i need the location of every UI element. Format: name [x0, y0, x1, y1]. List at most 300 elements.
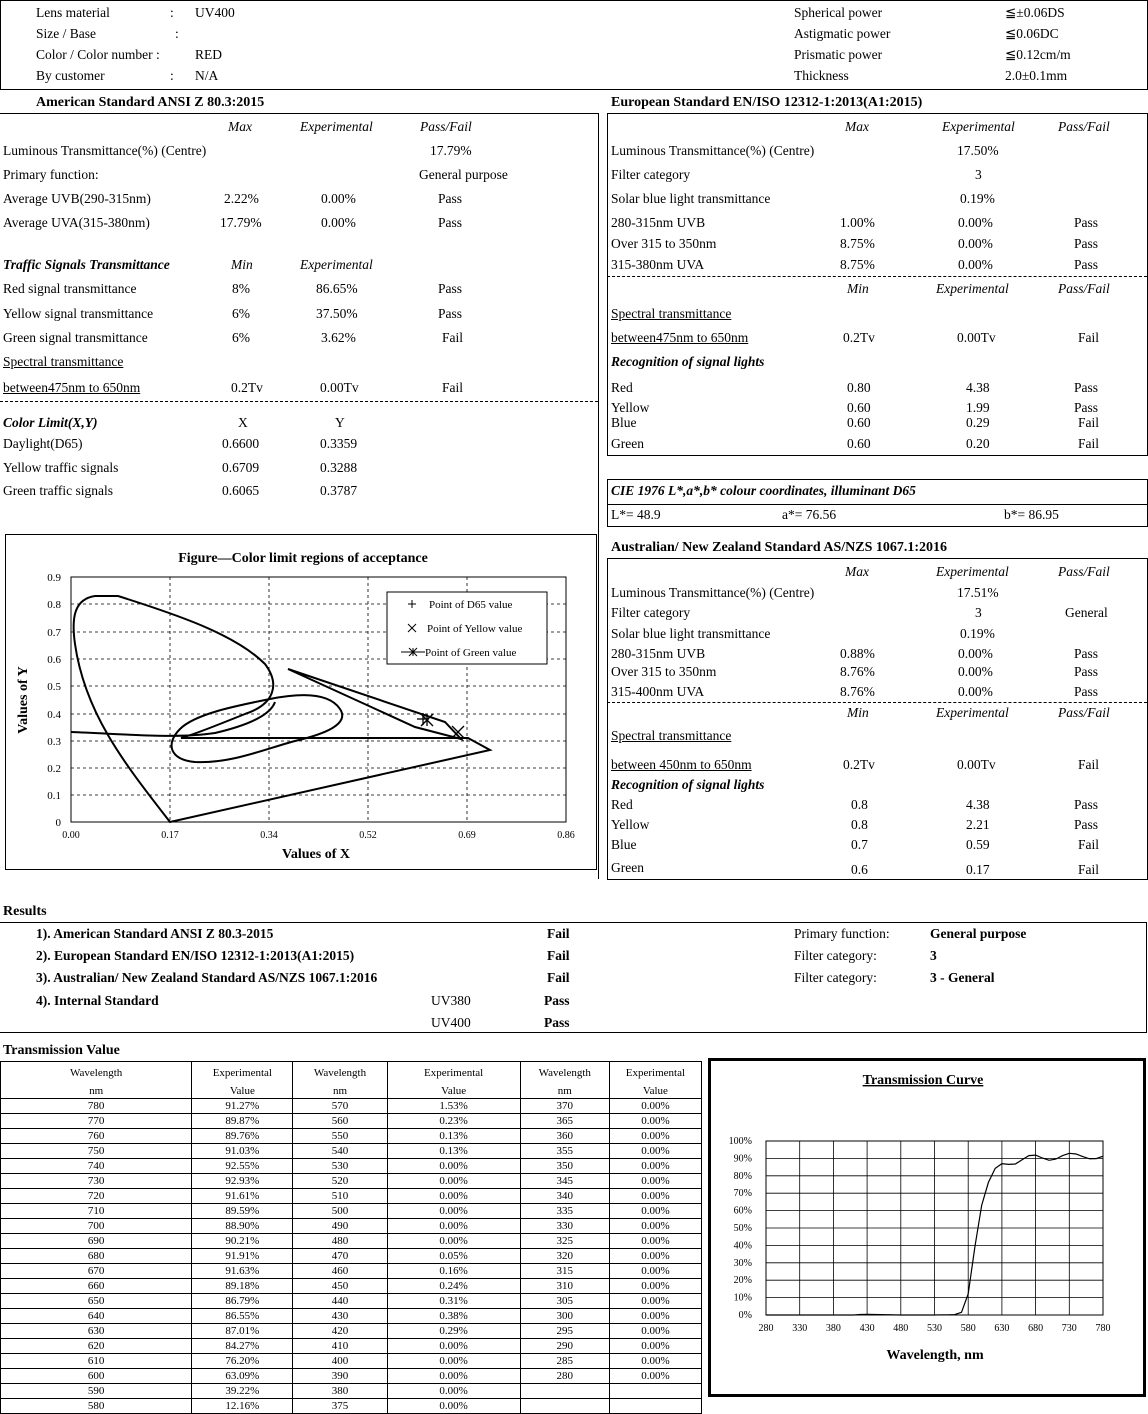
table-cell: 410 — [293, 1339, 387, 1354]
color-number-label: Color / Color number : — [36, 47, 160, 62]
en-yellow-min: 0.60 — [847, 400, 871, 415]
table-cell: 285 — [520, 1354, 609, 1369]
ansi-title: American Standard ANSI Z 80.3:2015 — [36, 95, 265, 110]
en-uva-exp: 0.00% — [958, 257, 993, 272]
green-traffic-x: 0.6065 — [222, 483, 260, 498]
table-cell: 91.27% — [192, 1099, 293, 1114]
en-solar-label: Solar blue light transmittance — [611, 191, 771, 206]
table-cell: 320 — [520, 1249, 609, 1264]
ansi-green-exp: 3.62% — [321, 330, 356, 345]
curve-y-tick: 20% — [733, 1275, 752, 1287]
result-row-4-label: 4). Internal Standard — [36, 993, 159, 1008]
y-tick: 0.2 — [47, 763, 61, 775]
ansi-spectral-label: Spectral transmittance — [3, 354, 124, 369]
ansi-yellow-pf: Pass — [438, 306, 463, 321]
table-cell: 490 — [293, 1219, 387, 1234]
cie-a-value: a*= 76.56 — [782, 507, 837, 522]
en-col-pf2: Pass/Fail — [1058, 281, 1110, 296]
table-cell: 350 — [520, 1159, 609, 1174]
aus-blue-min: 0.7 — [851, 837, 868, 852]
table-cell: 12.16% — [192, 1399, 293, 1414]
result-row-5-sub: UV400 — [431, 1015, 471, 1030]
table-cell: 0.05% — [387, 1249, 520, 1264]
curve-x-tick: 630 — [994, 1323, 1010, 1334]
table-cell: nm — [520, 1084, 609, 1099]
table-cell: 630 — [1, 1324, 192, 1339]
spherical-power-value: ≦±0.06DS — [1005, 5, 1065, 20]
table-cell: 710 — [1, 1204, 192, 1219]
table-cell: 0.16% — [387, 1264, 520, 1279]
y-tick: 0.9 — [47, 572, 61, 584]
x-tick: 0.69 — [458, 830, 476, 841]
cie-b-value: b*= 86.95 — [1004, 507, 1059, 522]
en-over-exp: 0.00% — [958, 236, 993, 251]
lens-material-value: UV400 — [195, 5, 235, 20]
en-red-label: Red — [611, 380, 633, 395]
ansi-primary-value: General purpose — [419, 167, 508, 182]
table-cell: 355 — [520, 1144, 609, 1159]
aus-col-min: Min — [847, 705, 869, 720]
aus-uva-pf: Pass — [1074, 684, 1099, 699]
result-filter-value: 3 — [930, 948, 937, 963]
table-cell: 345 — [520, 1174, 609, 1189]
ansi-red-label: Red signal transmittance — [3, 281, 137, 296]
en-lum-label: Luminous Transmittance(%) (Centre) — [611, 143, 815, 158]
table-cell: 365 — [520, 1114, 609, 1129]
table-cell: 91.91% — [192, 1249, 293, 1264]
result-row-4-sub: UV380 — [431, 993, 471, 1008]
curve-xlabel: Wavelength, nm — [886, 1348, 984, 1363]
aus-over-label: Over 315 to 350nm — [611, 664, 717, 679]
ansi-col-min: Min — [231, 257, 253, 272]
lens-material-label: Lens material — [36, 5, 110, 20]
table-row — [1, 1249, 702, 1264]
by-customer-label: By customer — [36, 68, 105, 83]
ansi-red-exp: 86.65% — [316, 281, 358, 296]
table-cell: 590 — [1, 1384, 192, 1399]
table-cell: 480 — [293, 1234, 387, 1249]
table-cell: 0.23% — [387, 1114, 520, 1129]
size-base-label: Size / Base — [36, 26, 96, 41]
ansi-traffic-title: Traffic Signals Transmittance — [3, 257, 170, 272]
table-row — [1, 1144, 702, 1159]
results-title: Results — [3, 904, 47, 919]
table-row — [1, 1354, 702, 1369]
table-cell: 530 — [293, 1159, 387, 1174]
table-cell: 84.27% — [192, 1339, 293, 1354]
result-filter2-label: Filter category: — [794, 970, 877, 985]
table-cell: 86.79% — [192, 1294, 293, 1309]
y-tick: 0.6 — [47, 654, 61, 666]
by-customer-colon: : — [170, 68, 174, 83]
cie-title: CIE 1976 L*,a*,b* colour coordinates, illuminant D65 — [611, 483, 916, 498]
table-cell: 0.00% — [609, 1174, 701, 1189]
result-row-5-value: Pass — [544, 1015, 570, 1030]
table-row — [1, 1159, 702, 1174]
thickness-label: Thickness — [794, 68, 849, 83]
curve-y-tick: 30% — [733, 1257, 752, 1269]
table-row — [1, 1219, 702, 1234]
ansi-uvb-exp: 0.00% — [321, 191, 356, 206]
aus-lum-label: Luminous Transmittance(%) (Centre) — [611, 585, 815, 600]
en-yellow-label: Yellow — [611, 400, 650, 415]
aus-over-exp: 0.00% — [958, 664, 993, 679]
x-tick: 0.52 — [359, 830, 377, 841]
table-row — [1, 1384, 702, 1399]
ansi-col-pf: Pass/Fail — [420, 119, 472, 134]
table-cell: 315 — [520, 1264, 609, 1279]
aus-col-exp2: Experimental — [936, 705, 1009, 720]
ansi-red-min: 8% — [232, 281, 250, 296]
en-red-pf: Pass — [1074, 380, 1099, 395]
aus-lum-value: 17.51% — [957, 585, 999, 600]
table-cell: 300 — [520, 1309, 609, 1324]
ansi-uva-exp: 0.00% — [321, 215, 356, 230]
aus-yellow-exp: 2.21 — [966, 817, 990, 832]
aus-red-min: 0.8 — [851, 797, 868, 812]
curve-x-tick: 580 — [960, 1323, 976, 1334]
table-cell: 560 — [293, 1114, 387, 1129]
en-red-min: 0.80 — [847, 380, 871, 395]
green-traffic-y: 0.3787 — [320, 483, 358, 498]
curve-x-tick: 380 — [825, 1323, 841, 1334]
table-cell: 0.00% — [609, 1159, 701, 1174]
table-cell: 340 — [520, 1189, 609, 1204]
table-cell: 76.20% — [192, 1354, 293, 1369]
aus-title: Australian/ New Zealand Standard AS/NZS 1067.1:2016 — [611, 540, 948, 555]
ansi-lum-label: Luminous Transmittance(%) (Centre) — [3, 143, 207, 158]
table-row — [1, 1099, 702, 1114]
aus-col-max: Max — [845, 564, 869, 579]
table-cell: 470 — [293, 1249, 387, 1264]
table-cell: 0.00% — [609, 1249, 701, 1264]
table-cell: 0.00% — [387, 1339, 520, 1354]
en-col-max: Max — [845, 119, 869, 134]
aus-spectral-label: Spectral transmittance — [611, 728, 732, 743]
table-cell: 39.22% — [192, 1384, 293, 1399]
curve-title: Transmission Curve — [862, 1073, 984, 1088]
table-cell: 87.01% — [192, 1324, 293, 1339]
table-cell: 460 — [293, 1264, 387, 1279]
table-cell: 91.63% — [192, 1264, 293, 1279]
y-tick: 0.5 — [47, 681, 61, 693]
table-cell: 450 — [293, 1279, 387, 1294]
table-cell: 92.55% — [192, 1159, 293, 1174]
aus-col-exp: Experimental — [936, 564, 1009, 579]
table-cell: 0.00% — [387, 1369, 520, 1384]
y-tick: 0.3 — [47, 736, 61, 748]
result-filter2-value: 3 - General — [930, 970, 995, 985]
en-green-min: 0.60 — [847, 436, 871, 451]
table-cell: 670 — [1, 1264, 192, 1279]
en-spectral-label: Spectral transmittance — [611, 306, 732, 321]
legend-yellow-label: Point of Yellow value — [427, 623, 523, 635]
table-cell: 390 — [293, 1369, 387, 1384]
en-blue-exp: 0.29 — [966, 415, 990, 430]
en-col-pf: Pass/Fail — [1058, 119, 1110, 134]
curve-x-tick: 680 — [1028, 1323, 1044, 1334]
green-traffic-label: Green traffic signals — [3, 483, 113, 498]
ansi-uva-max: 17.79% — [220, 215, 262, 230]
curve-y-tick: 100% — [728, 1136, 752, 1147]
table-cell: 0.00% — [609, 1144, 701, 1159]
cie-l-value: L*= 48.9 — [611, 507, 661, 522]
daylight-y: 0.3359 — [320, 436, 358, 451]
x-tick: 0.34 — [260, 830, 278, 841]
ansi-col-exp2: Experimental — [300, 257, 373, 272]
table-cell: 0.00% — [609, 1234, 701, 1249]
en-lum-value: 17.50% — [957, 143, 999, 158]
en-title: European Standard EN/ISO 12312-1:2013(A1:2015) — [611, 95, 923, 110]
color-number-value: RED — [195, 47, 222, 62]
table-cell: 370 — [520, 1099, 609, 1114]
table-cell: 290 — [520, 1339, 609, 1354]
table-cell — [520, 1399, 609, 1414]
table-cell: 89.76% — [192, 1129, 293, 1144]
curve-y-tick: 0% — [738, 1310, 752, 1321]
table-cell: 770 — [1, 1114, 192, 1129]
en-between-exp: 0.00Tv — [957, 330, 996, 345]
table-row — [1, 1309, 702, 1324]
table-cell: 570 — [293, 1099, 387, 1114]
yellow-traffic-label: Yellow traffic signals — [3, 460, 119, 475]
curve-x-tick: 330 — [792, 1323, 808, 1334]
ansi-green-min: 6% — [232, 330, 250, 345]
en-over-max: 8.75% — [840, 236, 875, 251]
en-uvb-exp: 0.00% — [958, 215, 993, 230]
aus-green-pf: Fail — [1078, 862, 1100, 877]
table-cell: Value — [192, 1084, 293, 1099]
table-cell: 620 — [1, 1339, 192, 1354]
table-cell: 600 — [1, 1369, 192, 1384]
en-between-min: 0.2Tv — [843, 330, 875, 345]
en-between-label: between475nm to 650nm — [611, 330, 749, 345]
aus-uvb-exp: 0.00% — [958, 646, 993, 661]
cie-divider — [607, 504, 1147, 505]
table-cell: 310 — [520, 1279, 609, 1294]
table-cell: 0.00% — [609, 1294, 701, 1309]
table-row — [1, 1174, 702, 1189]
daylight-label: Daylight(D65) — [3, 436, 83, 451]
table-cell: 430 — [293, 1309, 387, 1324]
aus-between-min: 0.2Tv — [843, 757, 875, 772]
table-cell: 680 — [1, 1249, 192, 1264]
ansi-between-min: 0.2Tv — [231, 380, 263, 395]
en-between-pf: Fail — [1078, 330, 1100, 345]
aus-recog-title: Recognition of signal lights — [611, 777, 765, 792]
table-cell: 295 — [520, 1324, 609, 1339]
en-filter-value: 3 — [975, 167, 982, 182]
x-tick: 0.17 — [161, 830, 179, 841]
ansi-uvb-max: 2.22% — [224, 191, 259, 206]
aus-uva-exp: 0.00% — [958, 684, 993, 699]
table-cell: 0.00% — [609, 1354, 701, 1369]
aus-blue-pf: Fail — [1078, 837, 1100, 852]
aus-yellow-min: 0.8 — [851, 817, 868, 832]
table-cell: 700 — [1, 1219, 192, 1234]
aus-filter-value: 3 — [975, 605, 982, 620]
table-cell: 400 — [293, 1354, 387, 1369]
table-cell: 760 — [1, 1129, 192, 1144]
en-over-label: Over 315 to 350nm — [611, 236, 717, 251]
aus-over-pf: Pass — [1074, 664, 1099, 679]
aus-over-max: 8.76% — [840, 664, 875, 679]
en-blue-label: Blue — [611, 415, 637, 430]
en-col-exp: Experimental — [942, 119, 1015, 134]
ansi-red-pf: Pass — [438, 281, 463, 296]
ansi-green-label: Green signal transmittance — [3, 330, 148, 345]
ansi-between-label: between475nm to 650nm — [3, 380, 141, 395]
table-cell: 0.00% — [387, 1219, 520, 1234]
aus-filter-pf: General — [1065, 605, 1108, 620]
ansi-yellow-min: 6% — [232, 306, 250, 321]
table-cell: 420 — [293, 1324, 387, 1339]
table-cell: Value — [387, 1084, 520, 1099]
ansi-primary-label: Primary function: — [3, 167, 99, 182]
en-uva-max: 8.75% — [840, 257, 875, 272]
ansi-yellow-exp: 37.50% — [316, 306, 358, 321]
table-cell: 0.00% — [609, 1309, 701, 1324]
result-row-2-value: Fail — [547, 948, 570, 963]
en-recog-title: Recognition of signal lights — [611, 354, 765, 369]
table-cell: 510 — [293, 1189, 387, 1204]
prismatic-power-value: ≦0.12cm/m — [1005, 47, 1071, 62]
en-green-exp: 0.20 — [966, 436, 990, 451]
en-red-exp: 4.38 — [966, 380, 990, 395]
aus-green-min: 0.6 — [851, 862, 868, 877]
curve-x-tick: 480 — [893, 1323, 909, 1334]
curve-frame — [710, 1060, 1145, 1396]
curve-y-tick: 60% — [733, 1205, 752, 1217]
en-yellow-pf: Pass — [1074, 400, 1099, 415]
figure-frame — [6, 535, 597, 870]
en-uvb-max: 1.00% — [840, 215, 875, 230]
figure-title: Figure—Color limit regions of acceptance — [178, 551, 428, 566]
table-cell — [520, 1384, 609, 1399]
aus-yellow-label: Yellow — [611, 817, 650, 832]
aus-uva-label: 315-400nm UVA — [611, 684, 705, 699]
table-cell: 440 — [293, 1294, 387, 1309]
table-cell: 0.00% — [387, 1174, 520, 1189]
result-row-3-label: 3). Australian/ New Zealand Standard AS/NZS 1067.1:2016 — [36, 970, 378, 985]
en-yellow-exp: 1.99 — [966, 400, 990, 415]
table-row — [1, 1279, 702, 1294]
y-tick: 0 — [55, 817, 61, 829]
table-cell: 0.00% — [609, 1264, 701, 1279]
result-row-4-value: Pass — [544, 993, 570, 1008]
table-cell: Experimental — [387, 1062, 520, 1085]
x-tick: 0.86 — [557, 830, 575, 841]
table-row — [1, 1234, 702, 1249]
astigmatic-power-label: Astigmatic power — [794, 26, 891, 41]
en-uva-pf: Pass — [1074, 257, 1099, 272]
table-cell: 380 — [293, 1384, 387, 1399]
table-row — [1, 1204, 702, 1219]
table-cell: Experimental — [609, 1062, 701, 1085]
table-row — [1, 1129, 702, 1144]
y-tick: 0.1 — [47, 790, 61, 802]
aus-red-exp: 4.38 — [966, 797, 990, 812]
aus-yellow-pf: Pass — [1074, 817, 1099, 832]
curve-x-tick: 280 — [758, 1323, 774, 1334]
table-row — [1, 1324, 702, 1339]
table-cell: 375 — [293, 1399, 387, 1414]
x-tick: 0.00 — [62, 830, 80, 841]
table-row — [1, 1189, 702, 1204]
curve-x-tick: 430 — [859, 1323, 875, 1334]
table-cell: 330 — [520, 1219, 609, 1234]
table-cell: 0.13% — [387, 1129, 520, 1144]
y-tick: 0.8 — [47, 599, 61, 611]
table-cell: 0.00% — [609, 1204, 701, 1219]
table-cell: 0.00% — [609, 1114, 701, 1129]
table-cell: 720 — [1, 1189, 192, 1204]
table-cell: 0.00% — [387, 1354, 520, 1369]
table-cell: 360 — [520, 1129, 609, 1144]
table-cell: 91.03% — [192, 1144, 293, 1159]
aus-blue-label: Blue — [611, 837, 637, 852]
table-cell: 63.09% — [192, 1369, 293, 1384]
aus-between-pf: Fail — [1078, 757, 1100, 772]
thickness-value: 2.0±0.1mm — [1005, 68, 1068, 83]
curve-y-tick: 90% — [733, 1153, 752, 1165]
ansi-lum-value: 17.79% — [430, 143, 472, 158]
table-cell: 740 — [1, 1159, 192, 1174]
table-cell: 0.00% — [387, 1189, 520, 1204]
table-cell: 730 — [1, 1174, 192, 1189]
table-cell: 0.00% — [609, 1369, 701, 1384]
figure-ylabel: Values of Y — [16, 666, 31, 734]
y-tick: 0.4 — [47, 709, 61, 721]
size-base-colon: : — [175, 26, 179, 41]
table-row — [1, 1339, 702, 1354]
table-cell: 640 — [1, 1309, 192, 1324]
ansi-col-y: Y — [335, 415, 345, 430]
table-cell: 89.87% — [192, 1114, 293, 1129]
aus-uva-max: 8.76% — [840, 684, 875, 699]
yellow-traffic-y: 0.3288 — [320, 460, 358, 475]
en-blue-pf: Fail — [1078, 415, 1100, 430]
table-cell: 0.00% — [387, 1234, 520, 1249]
ansi-yellow-label: Yellow signal transmittance — [3, 306, 154, 321]
curve-y-tick: 70% — [733, 1188, 752, 1200]
table-row — [1, 1399, 702, 1414]
table-cell: 0.00% — [609, 1324, 701, 1339]
table-cell: 650 — [1, 1294, 192, 1309]
result-row-1-label: 1). American Standard ANSI Z 80.3-2015 — [36, 926, 274, 941]
aus-filter-label: Filter category — [611, 605, 691, 620]
table-cell: 550 — [293, 1129, 387, 1144]
table-cell: 0.00% — [609, 1339, 701, 1354]
table-cell: 0.00% — [609, 1129, 701, 1144]
by-customer-value: N/A — [195, 68, 219, 83]
en-col-min: Min — [847, 281, 869, 296]
table-row — [1, 1264, 702, 1279]
en-green-pf: Fail — [1078, 436, 1100, 451]
color-limit-figure — [5, 534, 597, 870]
result-row-2-label: 2). European Standard EN/ISO 12312-1:2013(A1:2015) — [36, 948, 355, 963]
table-row — [1, 1114, 702, 1129]
aus-green-label: Green — [611, 860, 644, 875]
table-cell: Wavelength — [520, 1062, 609, 1085]
table-cell: 305 — [520, 1294, 609, 1309]
ansi-col-max: Max — [228, 119, 252, 134]
table-cell: 0.00% — [609, 1279, 701, 1294]
aus-red-label: Red — [611, 797, 633, 812]
table-cell: 0.00% — [609, 1099, 701, 1114]
table-cell: 335 — [520, 1204, 609, 1219]
en-green-label: Green — [611, 436, 644, 451]
